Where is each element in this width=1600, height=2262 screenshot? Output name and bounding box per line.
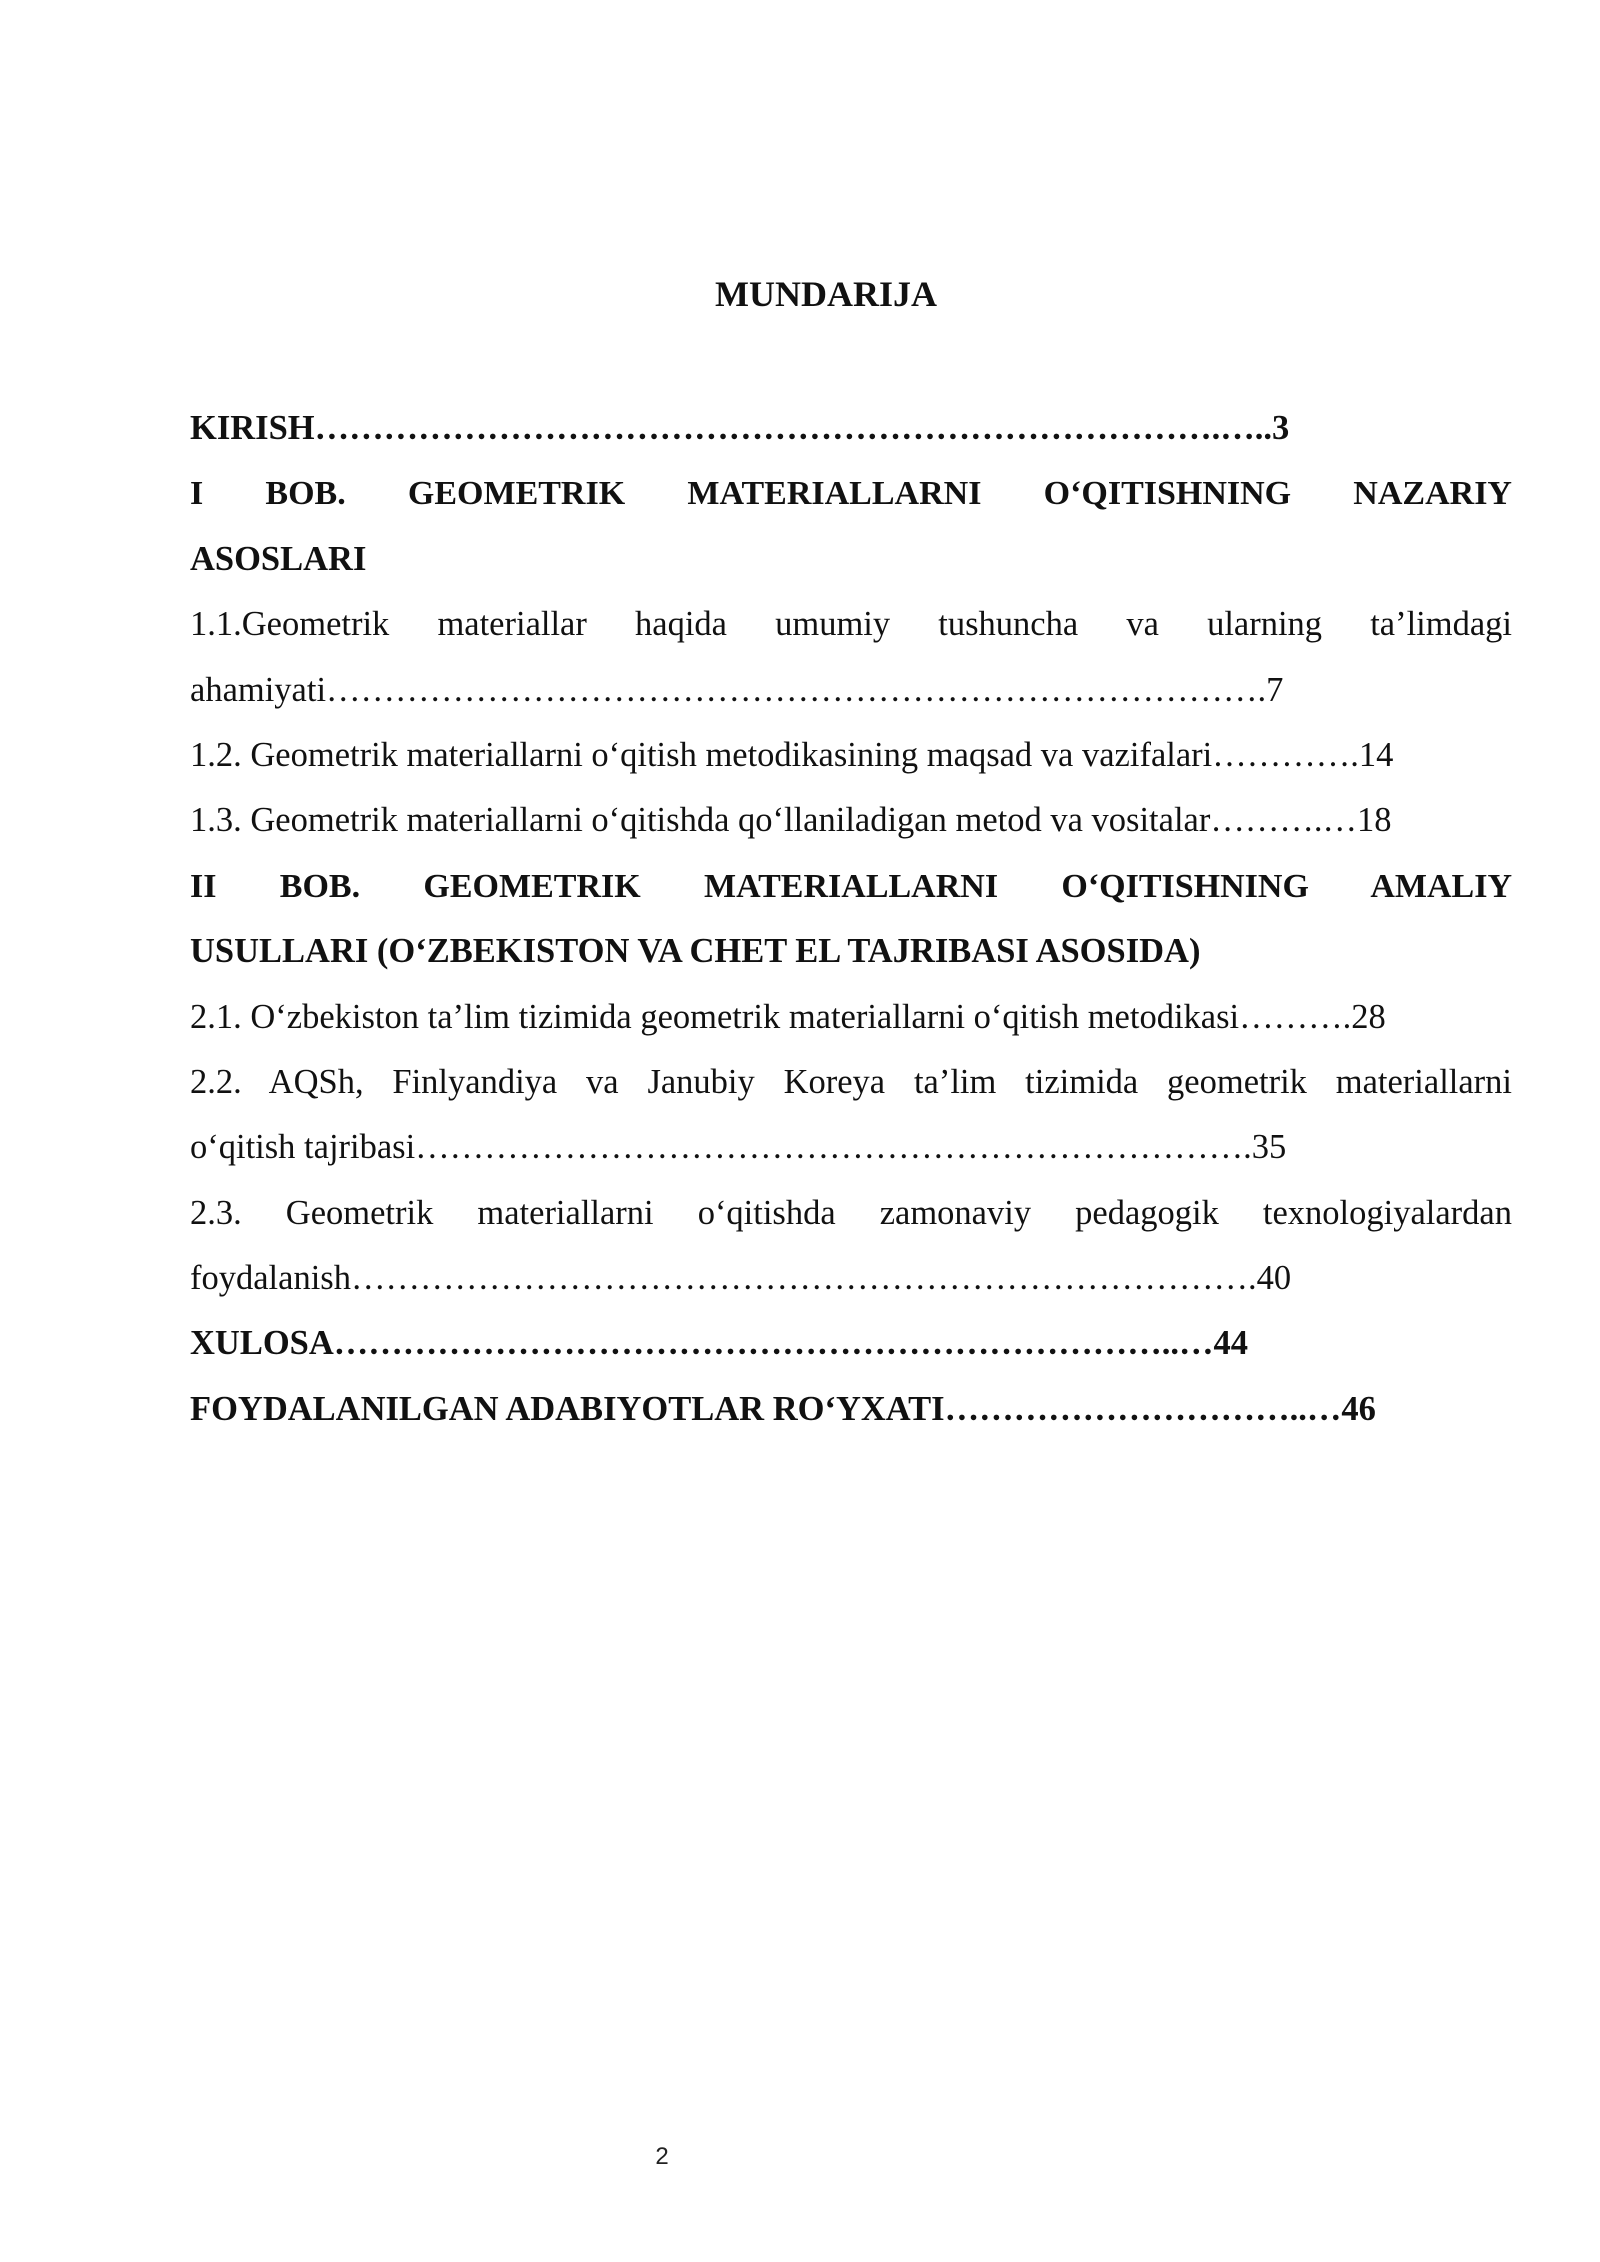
toc-entry-section-1-1-cont[interactable]: ahamiyati……………………………………………………………………….7: [190, 670, 1284, 709]
toc-entry-section-2-2-cont[interactable]: o‘qitish tajribasi……………………………………………………………….35: [190, 1128, 1287, 1167]
toc-entry-section-1-1[interactable]: 1.1.Geometrik materiallar haqida umumiy tushuncha va ularning ta’limdagi: [190, 605, 1512, 644]
toc-entry-section-2-3-cont[interactable]: foydalanish…………………………………………………………………….40: [190, 1259, 1292, 1298]
toc-entry-section-2-2[interactable]: 2.2. AQSh, Finlyandiya va Janubiy Koreya ta’lim tizimida geometrik materiallarni: [190, 1062, 1512, 1101]
toc-entry-adabiyotlar[interactable]: FOYDALANILGAN ADABIYOTLAR RO‘YXATI…………………………..…46: [190, 1389, 1376, 1428]
toc-entry-chapter-2-title[interactable]: II BOB. GEOMETRIK MATERIALLARNI O‘QITISHNING AMALIY: [190, 867, 1512, 905]
toc-entry-chapter-2-title-cont[interactable]: USULLARI (O‘ZBEKISTON VA CHET EL TAJRIBASI ASOSIDA): [190, 932, 1201, 971]
toc-entry-xulosa[interactable]: XULOSA………………………………………………………………..…44: [190, 1324, 1249, 1363]
toc-entry-kirish[interactable]: KIRISH…………………………………………………………………….…..3: [190, 409, 1290, 447]
toc-entry-section-1-2[interactable]: 1.2. Geometrik materiallarni o‘qitish metodikasining maqsad va vazifalari………….14: [190, 735, 1394, 774]
page-number: 2: [655, 2143, 669, 2170]
toc-entry-section-2-1[interactable]: 2.1. O‘zbekiston ta’lim tizimida geometrik materiallarni o‘qitish metodikasi……….28: [190, 997, 1386, 1036]
toc-entry-chapter-1-title-cont[interactable]: ASOSLARI: [190, 539, 367, 578]
toc-entry-section-2-3[interactable]: 2.3. Geometrik materiallarni o‘qitishda zamonaviy pedagogik texnologiyalardan: [190, 1193, 1512, 1232]
toc-entry-chapter-1-title[interactable]: I BOB. GEOMETRIK MATERIALLARNI O‘QITISHNING NAZARIY: [190, 475, 1512, 513]
toc-entry-section-1-3[interactable]: 1.3. Geometrik materiallarni o‘qitishda qo‘llaniladigan metod va vositalar……….…18: [190, 801, 1392, 840]
table-of-contents: [190, 396, 1512, 1442]
page-title: MUNDARIJA: [715, 274, 937, 314]
